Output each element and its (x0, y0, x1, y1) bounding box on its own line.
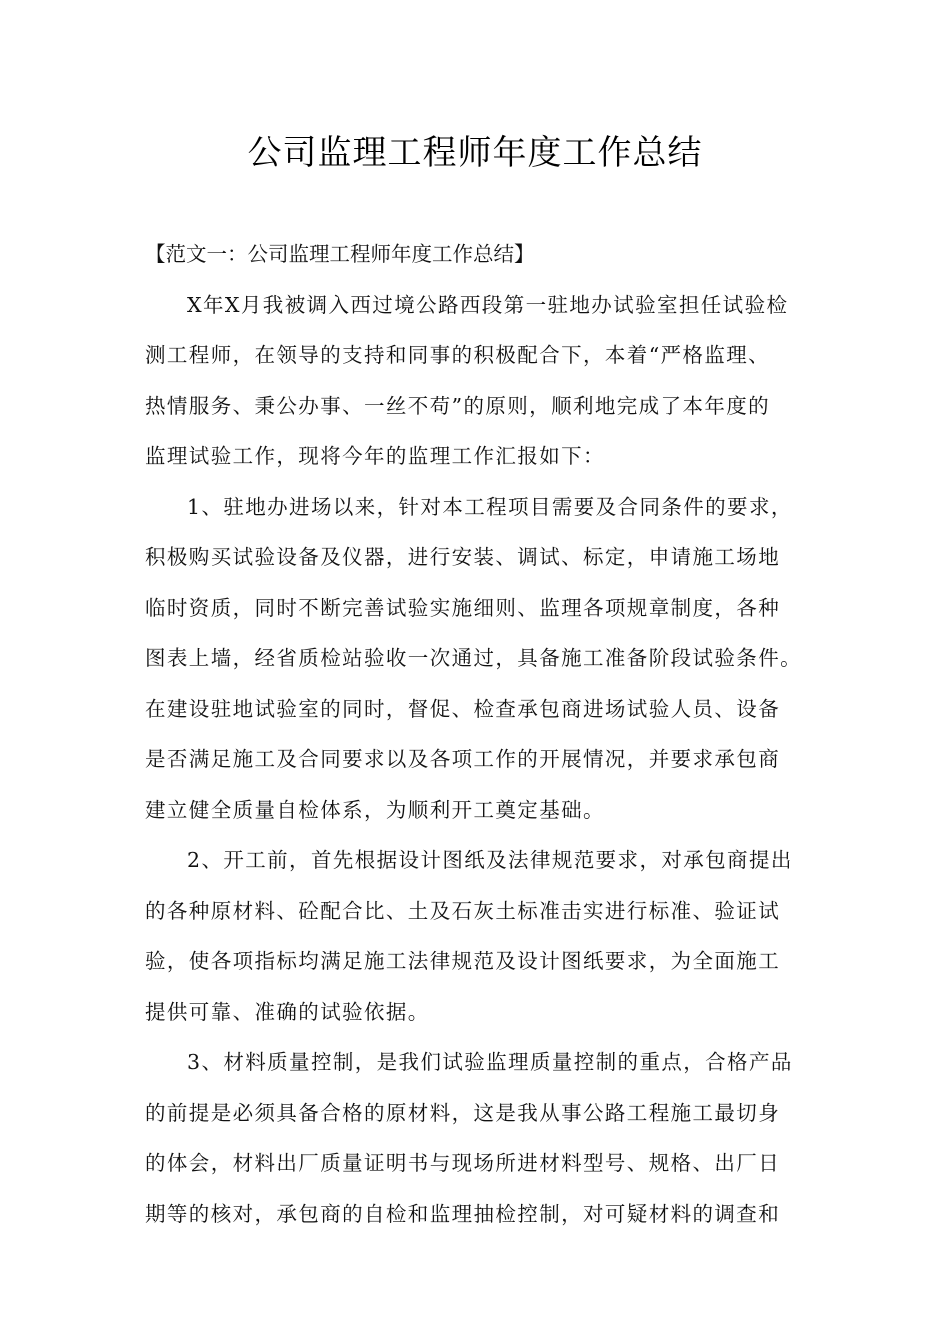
paragraph-line: 建立健全质量自检体系，为顺利开工奠定基础。 (145, 797, 605, 822)
paragraph-line: 在建设驻地试验室的同时，督促、检查承包商进场试验人员、设备 (145, 696, 781, 721)
paragraph (145, 1037, 809, 1239)
paragraph-line: 3、材料质量控制，是我们试验监理质量控制的重点，合格产品 (187, 1050, 793, 1074)
paragraph-line: 监理试验工作，现将今年的监理工作汇报如下： (145, 444, 605, 468)
section-heading: 【范文一：公司监理工程师年度工作总结】 (145, 242, 535, 266)
paragraph (145, 280, 809, 482)
paragraph-line: 期等的核对，承包商的自检和监理抽检控制，对可疑材料的调查和 (145, 1201, 781, 1226)
paragraph-line: 2、开工前，首先根据设计图纸及法律规范要求，对承包商提出 (187, 848, 793, 872)
paragraph-line: 的前提是必须具备合格的原材料，这是我从事公路工程施工最切身 (145, 1100, 781, 1125)
paragraph-line: 积极购买试验设备及仪器，进行安装、调试、标定，申请施工场地 (145, 545, 781, 569)
paragraph-line: 临时资质，同时不断完善试验实施细则、监理各项规章制度，各种 (145, 595, 781, 620)
paragraph-line: 的体会，材料出厂质量证明书与现场所进材料型号、规格、出厂日 (145, 1151, 781, 1175)
paragraph-line: 测工程师，在领导的支持和同事的积极配合下，本着“严格监理、 (145, 343, 771, 367)
paragraph-line: 的各种原材料、砼配合比、土及石灰土标准击实进行标准、验证试 (145, 898, 781, 923)
paragraph-line: 验，使各项指标均满足施工法律规范及设计图纸要求，为全面施工 (145, 949, 781, 973)
paragraph (145, 835, 809, 1037)
paragraph-line: 提供可靠、准确的试验依据。 (145, 999, 430, 1024)
document-body (145, 229, 809, 1239)
paragraph-line: 是否满足施工及合同要求以及各项工作的开展情况，并要求承包商 (145, 747, 781, 771)
paragraph-line: X年X月我被调入西过境公路西段第一驻地办试验室担任试验检 (187, 292, 789, 317)
paragraph-line: 1、驻地办进场以来，针对本工程项目需要及合同条件的要求， (187, 494, 793, 519)
paragraph (145, 482, 809, 836)
document-title: 公司监理工程师年度工作总结 (247, 133, 703, 173)
paragraph-line: 图表上墙，经省质检站验收一次通过，具备施工准备阶段试验条件。 (145, 646, 802, 670)
paragraph-line: 热情服务、秉公办事、一丝不苟”的原则，顺利地完成了本年度的 (145, 393, 771, 418)
